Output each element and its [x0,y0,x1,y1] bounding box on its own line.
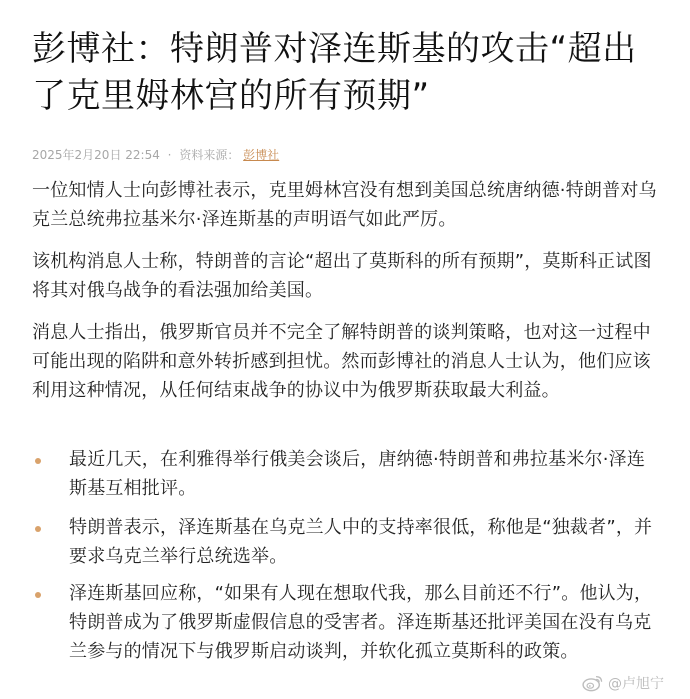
article-meta [32,147,660,163]
bullet-item [32,513,660,571]
bullet-item [32,445,660,503]
watermark-text: @卢旭宁 [608,676,664,692]
meta-separator: · [167,148,172,162]
bullet-dot-icon [35,526,41,532]
watermark [582,673,664,693]
bullet-item [32,579,660,666]
article [32,0,660,662]
publish-datetime: 2025年2月20日 22:54 [32,148,160,162]
bullet-dot-icon [35,592,41,598]
bullet-text: 最近几天，在利雅得举行俄美会谈后，唐纳德·特朗普和弗拉基米尔·泽连斯基互相批评。 [69,449,646,499]
bullet-dot-icon [35,458,41,464]
source-label: 资料来源： [179,148,240,162]
paragraph: 该机构消息人士称，特朗普的言论“超出了莫斯科的所有预期”，莫斯科正试图将其对俄乌战争的看法强加给美国。 [32,251,652,301]
paragraph: 消息人士指出，俄罗斯官员并不完全了解特朗普的谈判策略，也对这一过程中可能出现的陷阱和意外转折感到担忧。然而彭博社的消息人士认为，他们应该利用这种情况，从任何结束战争的协议中为俄罗斯获取最大利益。 [32,322,651,401]
article-title: 彭博社：特朗普对泽连斯基的攻击“超出了克里姆林宫的所有预期” [32,29,637,116]
paragraph: 一位知情人士向彭博社表示，克里姆林宫没有想到美国总统唐纳德·特朗普对乌克兰总统弗拉基米尔·泽连斯基的声明语气如此严厉。 [32,180,657,230]
source-link[interactable]: 彭博社 [243,148,280,162]
bullet-text: 泽连斯基回应称，“如果有人现在想取代我，那么目前还不行”。他认为，特朗普成为了俄罗斯虚假信息的受害者。泽连斯基还批评美国在没有乌克兰参与的情况下与俄罗斯启动谈判，并软化孤立莫斯科的政策。 [69,583,653,662]
weibo-icon [582,674,604,692]
bullet-text: 特朗普表示，泽连斯基在乌克兰人中的支持率很低，称他是“独裁者”，并要求乌克兰举行总统选举。 [69,517,653,567]
